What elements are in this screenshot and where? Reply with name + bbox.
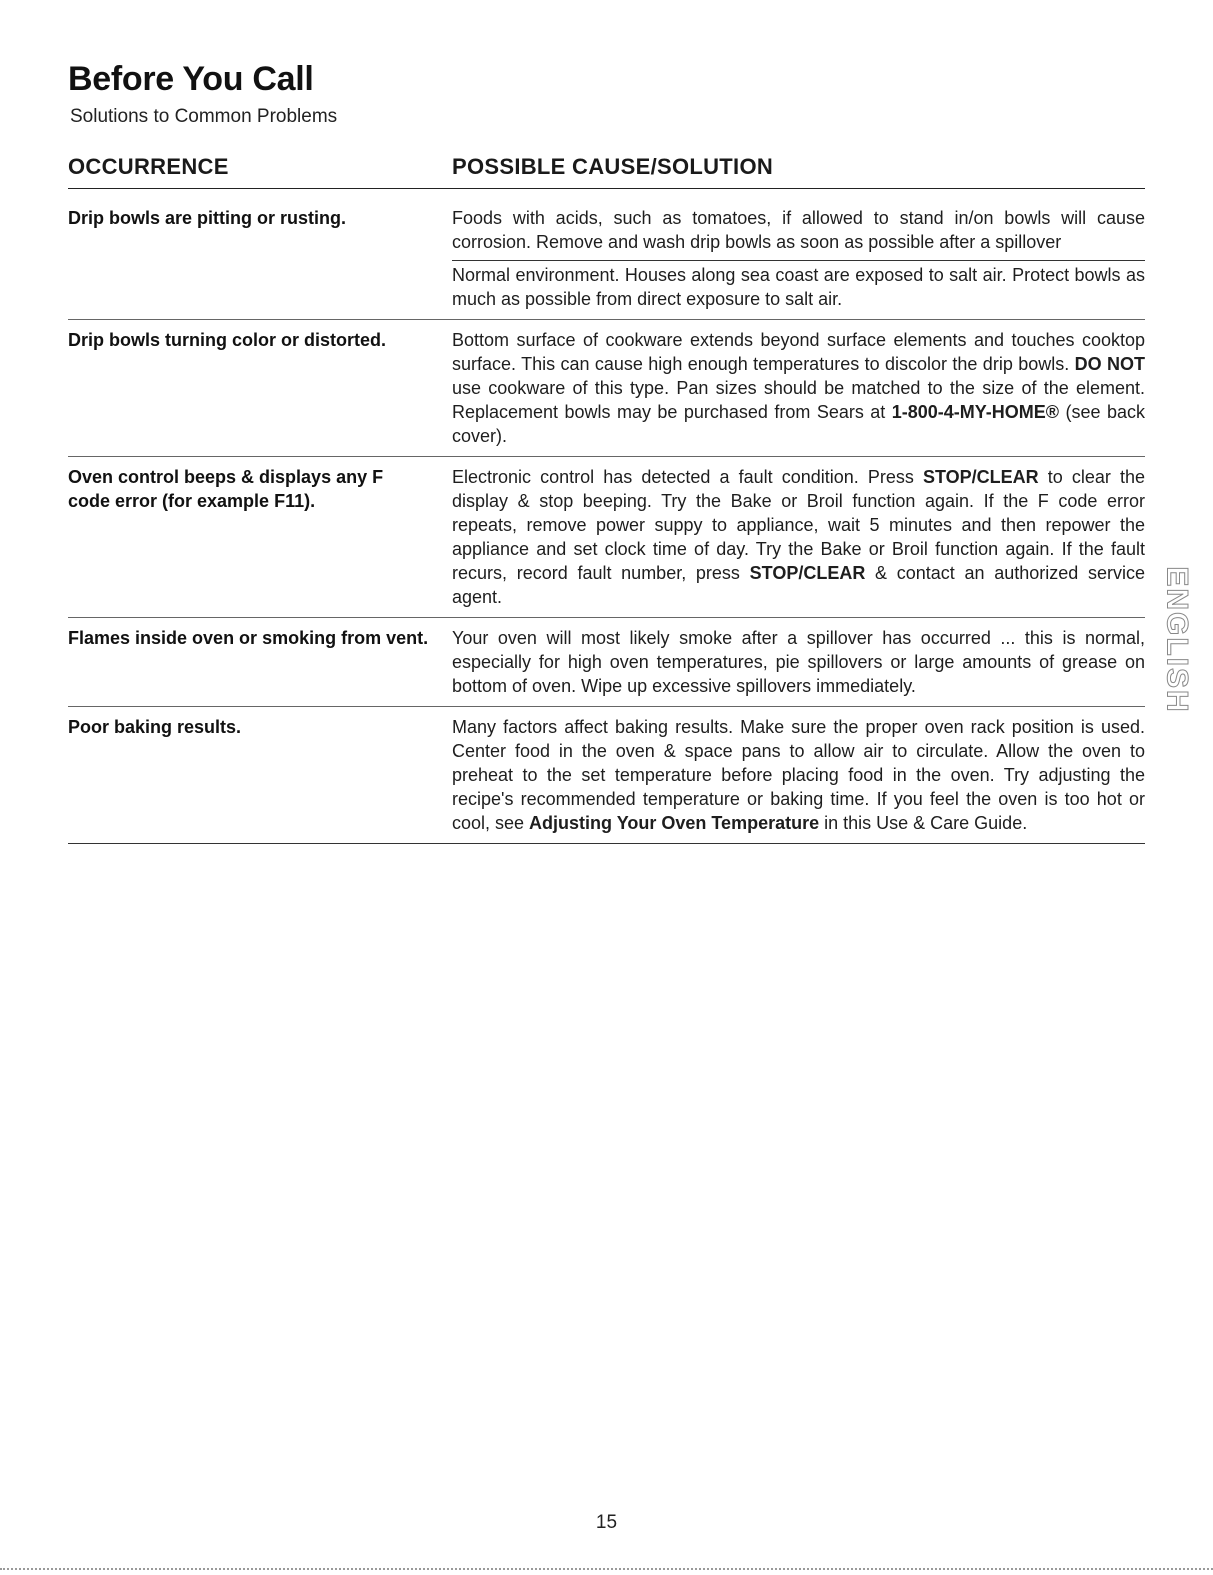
- solution-segment: & contact an authorized service agent.: [452, 563, 1145, 607]
- solution-block: [452, 624, 1145, 702]
- solution-text: [452, 326, 1145, 452]
- table-header: [68, 150, 1145, 189]
- column-header-occurrence: OCCURRENCE: [68, 154, 229, 179]
- solution-emphasis: STOP/CLEAR: [922, 467, 1039, 487]
- row-divider: [68, 706, 1145, 707]
- occurrence-text: Oven control beeps & displays any F code error (for example F11).: [68, 467, 384, 511]
- solution-text: [452, 624, 1145, 702]
- row-divider: [68, 617, 1145, 618]
- page-edge-divider: [0, 1568, 1213, 1570]
- solution-emphasis: STOP/CLEAR: [749, 563, 866, 583]
- table-row: [68, 326, 1145, 452]
- occurrence-text: Drip bowls are pitting or rusting.: [68, 208, 347, 228]
- solution-text: [452, 204, 1145, 258]
- solution-segment: in this Use & Care Guide.: [819, 813, 1028, 833]
- solution-block: [452, 713, 1145, 839]
- table-row: [68, 713, 1145, 839]
- row-divider: [68, 319, 1145, 320]
- solution-segment: Electronic control has detected a fault condition. Press: [452, 467, 923, 487]
- page-title: Before You Call: [68, 60, 314, 98]
- solution-text: [452, 261, 1145, 315]
- solution-emphasis: DO NOT: [1074, 354, 1146, 374]
- solution-segment: (see back cover).: [452, 402, 1146, 446]
- solution-segment: Foods with acids, such as tomatoes, if allowed to stand in/on bowls will cause corrosion. Remove and wash drip bowls as soon as possible after a spillover: [452, 208, 1145, 252]
- solution-text: [452, 713, 1145, 839]
- solution-text: [452, 463, 1145, 613]
- solution-block: [452, 326, 1145, 452]
- table-row: [68, 624, 1145, 702]
- solution-segment: Many factors affect baking results. Make sure the proper oven rack position is used. Center food in the oven & space pans to allow air to circulate. Allow the oven to preheat to the set temperature before placing food in the oven. Try adjusting the recipe's recommended temperature or baking time. If you feel the oven is too hot or cool, see: [452, 717, 1145, 833]
- solution-block: [452, 204, 1145, 315]
- solution-segment: to clear the display & stop beeping. Try the Bake or Broil function again. If the F code error repeats, remove power suppy to appliance, wait 5 minutes and then repower the appliance and set clock time of day. Try the Bake or Broil function again. If the fault recurs, record fault number, press: [452, 467, 1145, 583]
- language-tab: [1156, 565, 1198, 715]
- language-tab-label: ENGLISH: [1161, 566, 1195, 714]
- troubleshooting-table: [68, 204, 1145, 850]
- row-divider: [68, 456, 1145, 457]
- column-header-solution: POSSIBLE CAUSE/SOLUTION: [452, 154, 774, 179]
- table-row: [68, 463, 1145, 613]
- page-subtitle: Solutions to Common Problems: [70, 106, 338, 127]
- occurrence-text: Poor baking results.: [68, 717, 242, 737]
- solution-segment: Normal environment. Houses along sea coast are exposed to salt air. Protect bowls as much as possible from direct exposure to salt air.: [452, 265, 1145, 309]
- solution-segment: Your oven will most likely smoke after a spillover has occurred ... this is normal, especially for high oven temperatures, pie spillovers or large amounts of grease on bottom of oven. Wipe up excessive spillovers immediately.: [452, 628, 1145, 696]
- solution-emphasis: Adjusting Your Oven Temperature: [529, 813, 820, 833]
- solution-segment: Bottom surface of cookware extends beyond surface elements and touches cooktop surface. This can cause high enough temperatures to discolor the drip bowls.: [452, 330, 1145, 374]
- occurrence-text: Flames inside oven or smoking from vent.: [68, 628, 429, 648]
- table-row: [68, 204, 1145, 315]
- page-number: 15: [595, 1512, 618, 1533]
- solution-emphasis: 1-800-4-MY-HOME®: [891, 402, 1060, 422]
- row-divider: [68, 843, 1145, 844]
- occurrence-text: Drip bowls turning color or distorted.: [68, 330, 386, 350]
- solution-block: [452, 463, 1145, 613]
- solution-segment: use cookware of this type. Pan sizes should be matched to the size of the element. Replacement bowls may be purchased from Sears at: [452, 378, 1145, 422]
